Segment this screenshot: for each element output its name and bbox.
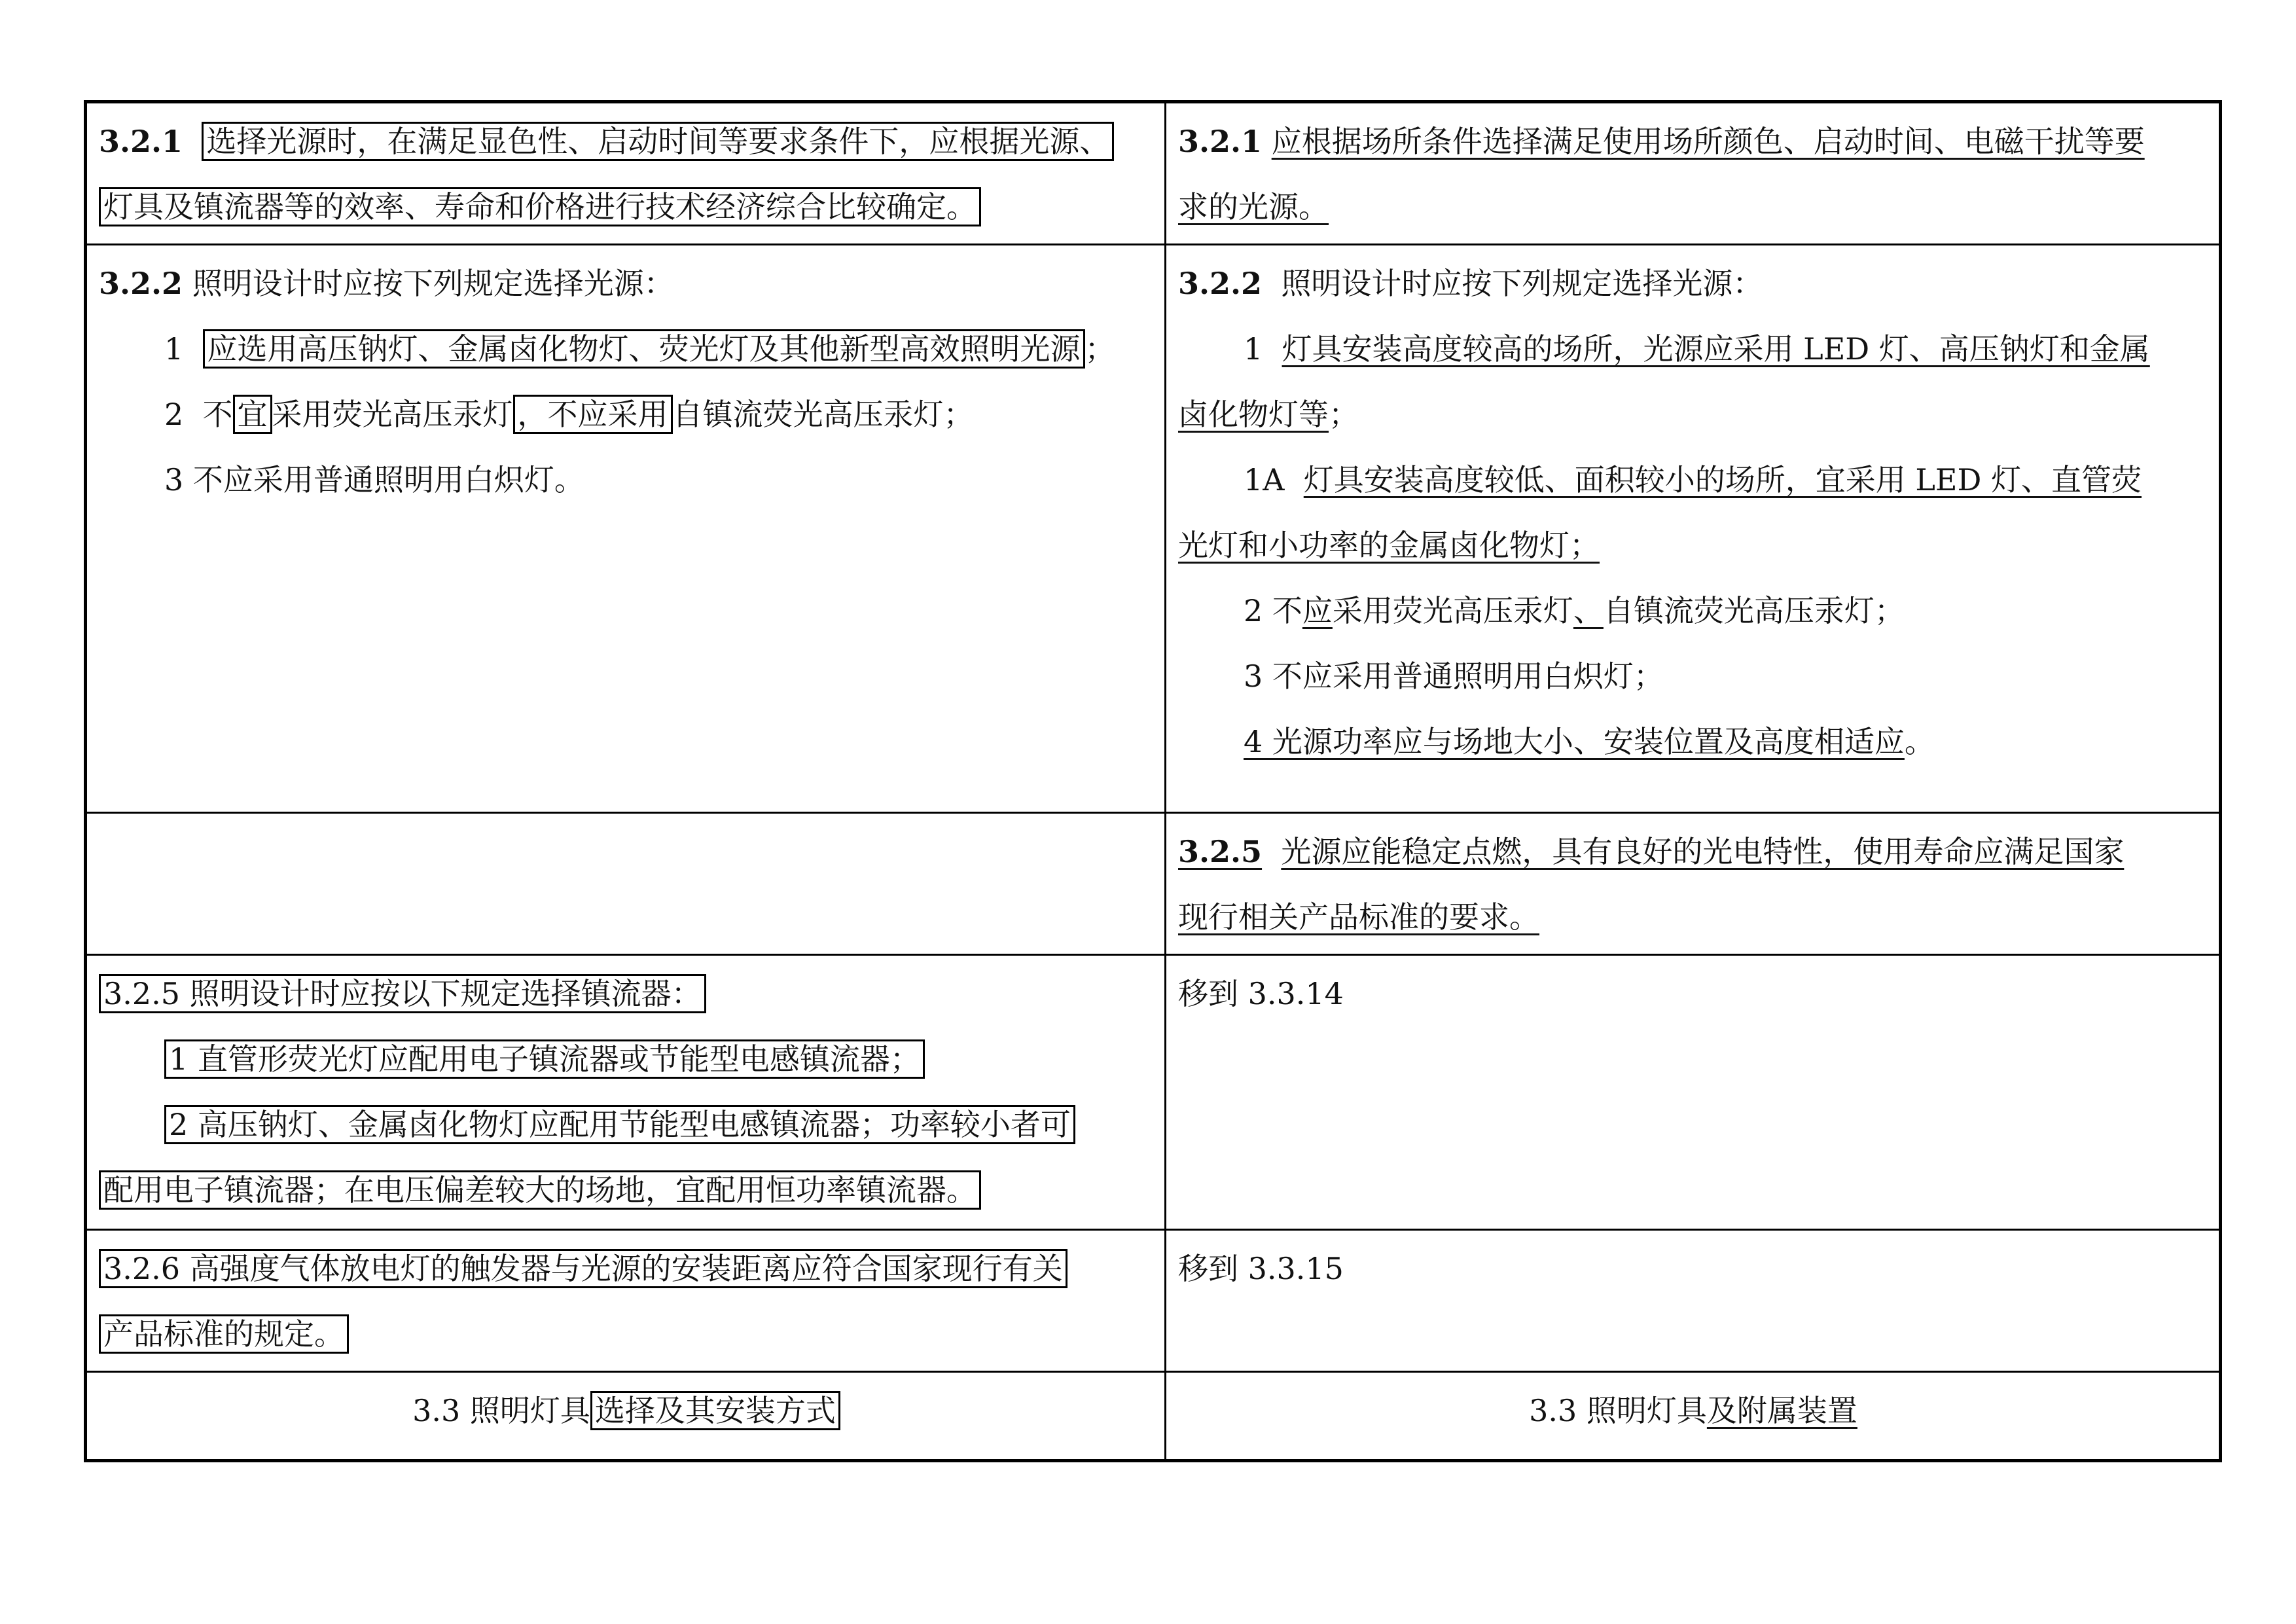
text: 自镇流荧光高压汞灯； (1603, 593, 1905, 628)
left-cell-section-3-3 (86, 1372, 1166, 1461)
underlined-text: 光源应能稳定点燃，具有良好的光电特性，使用寿命应满足国家 (1281, 834, 2125, 869)
text: 2 不 (1244, 593, 1302, 628)
boxed-text: 应选用高压钠灯、金属卤化物灯、荧光灯及其他新型高效照明光源 (203, 329, 1085, 369)
boxed-text: 3.2.5 照明设计时应按以下规定选择镇流器： (99, 974, 706, 1013)
clause-number: 3.2.2 (1178, 266, 1263, 301)
clause-number: 3.2.5 (1178, 834, 1263, 869)
left-cell-3-2-6 (86, 1230, 1166, 1372)
item-number: 1 (164, 331, 184, 367)
boxed-text: 配用电子镇流器；在电压偏差较大的场地，宜配用恒功率镇流器。 (99, 1170, 981, 1210)
right-cell-moved-3-3-15 (1166, 1230, 2221, 1372)
section-title: 3.3 照明灯具 (412, 1393, 590, 1428)
right-cell-moved-3-3-14 (1166, 955, 2221, 1230)
left-cell-ballast (86, 955, 1166, 1230)
underlined-text: 求的光源。 (1178, 189, 1329, 225)
clause-number: 3.2.2 (99, 266, 183, 301)
text: 采用荧光高压汞灯 (272, 397, 513, 432)
right-cell-3-2-2 (1166, 245, 2221, 813)
boxed-text: 产品标准的规定。 (99, 1314, 349, 1354)
section-title: 3.3 照明灯具 (1529, 1393, 1707, 1428)
moved-note: 移到 3.3.14 (1178, 976, 1344, 1011)
table-row (86, 102, 2221, 245)
table-row (86, 813, 2221, 955)
table-row (86, 245, 2221, 813)
underlined-text: 及附属装置 (1706, 1393, 1857, 1428)
right-cell-3-2-1 (1166, 102, 2221, 245)
text: 自镇流荧光高压汞灯； (672, 397, 974, 432)
underlined-text: 卤化物灯等 (1178, 397, 1329, 432)
boxed-text: ，不应采用 (513, 395, 673, 434)
table-row (86, 955, 2221, 1230)
underlined-text: 光灯和小功率的金属卤化物灯； (1178, 528, 1600, 563)
boxed-text: 灯具及镇流器等的效率、寿命和价格进行技术经济综合比较确定。 (99, 187, 981, 226)
list-item: 3 不应采用普通照明用白炽灯； (1244, 659, 1664, 694)
boxed-text: 2 高压钠灯、金属卤化物灯应配用节能型电感镇流器；功率较小者可 (164, 1105, 1075, 1144)
clause-heading: 照明设计时应按下列规定选择光源： (192, 266, 674, 301)
punctuation: ； (1085, 331, 1115, 367)
item-number: 2 (164, 397, 184, 432)
punctuation: ； (1329, 397, 1359, 432)
boxed-text: 1 直管形荧光灯应配用电子镇流器或节能型电感镇流器； (164, 1039, 925, 1079)
underlined-text: 4 光源功率应与场地大小、安装位置及高度相适应 (1244, 724, 1905, 759)
list-item: 3 不应采用普通照明用白炽灯。 (164, 462, 584, 497)
item-number: 1 (1244, 331, 1263, 367)
boxed-text: 3.2.6 高强度气体放电灯的触发器与光源的安装距离应符合国家现行有关 (99, 1249, 1067, 1288)
boxed-text: 选择光源时，在满足显色性、启动时间等要求条件下，应根据光源、 (202, 122, 1114, 161)
right-cell-section-3-3 (1166, 1372, 2221, 1461)
clause-heading: 照明设计时应按下列规定选择光源： (1281, 266, 1763, 301)
left-cell-3-2-1 (86, 102, 1166, 245)
text: 不 (202, 397, 233, 432)
underlined-text: 灯具安装高度较高的场所，光源应采用 LED 灯、高压钠灯和金属 (1282, 331, 2150, 367)
text: 采用荧光高压汞灯 (1332, 593, 1573, 628)
boxed-text: 宜 (233, 395, 272, 434)
clause-number: 3.2.1 (99, 124, 183, 159)
underlined-text: 、 (1573, 593, 1604, 628)
left-cell-3-2-2 (86, 245, 1166, 813)
punctuation: 。 (1904, 724, 1935, 759)
left-cell-empty (86, 813, 1166, 955)
underlined-text: 现行相关产品标准的要求。 (1178, 899, 1539, 935)
underlined-text: 应 (1302, 593, 1333, 628)
right-cell-3-2-5 (1166, 813, 2221, 955)
table-row (86, 1372, 2221, 1461)
clause-number: 3.2.1 (1178, 124, 1263, 159)
underlined-text: 应根据场所条件选择满足使用场所颜色、启动时间、电磁干扰等要 (1271, 124, 2145, 159)
table-row (86, 1230, 2221, 1372)
comparison-table (84, 100, 2222, 1462)
boxed-text: 选择及其安装方式 (590, 1391, 840, 1430)
moved-note: 移到 3.3.15 (1178, 1251, 1344, 1286)
item-number: 1A (1244, 462, 1285, 497)
underlined-text: 灯具安装高度较低、面积较小的场所，宜采用 LED 灯、直管荧 (1303, 462, 2142, 497)
